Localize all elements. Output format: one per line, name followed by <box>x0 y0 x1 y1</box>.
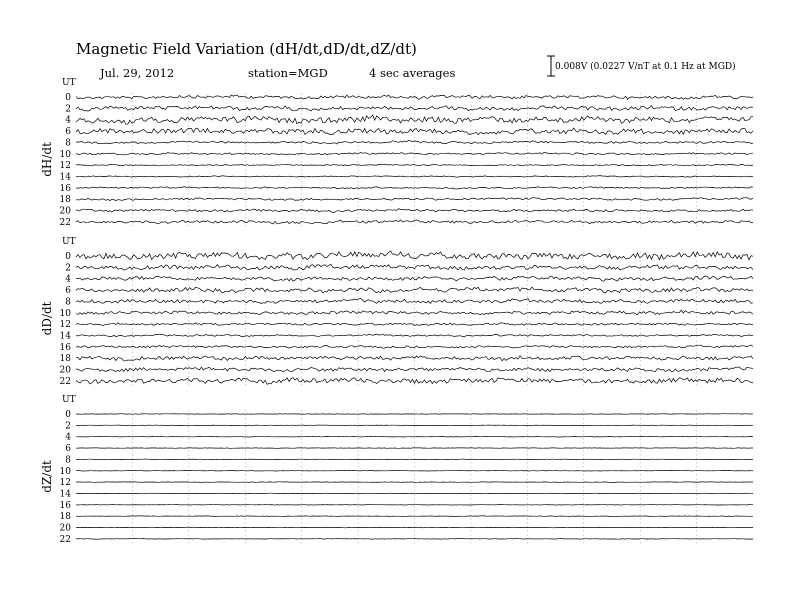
hour-label: 20 <box>59 365 71 376</box>
trace-line <box>76 436 753 437</box>
trace-line <box>76 516 753 517</box>
trace-line <box>76 152 753 155</box>
hour-label: 8 <box>65 455 71 466</box>
trace-line <box>76 448 753 449</box>
hour-label: 6 <box>65 444 71 455</box>
hour-label: 16 <box>59 342 71 353</box>
trace-line <box>76 176 753 178</box>
trace-line <box>76 425 753 426</box>
scale-bar-label: 0.008V (0.0227 V/nT at 0.1 Hz at MGD) <box>555 62 736 72</box>
panel-ylabel: dD/dt <box>40 301 54 336</box>
hour-label: 0 <box>65 93 71 103</box>
hour-label: 2 <box>65 263 71 274</box>
hour-label: 2 <box>65 104 71 115</box>
hour-label: 22 <box>59 534 71 545</box>
hour-label: 22 <box>59 217 71 228</box>
panel-dz-dt <box>40 395 753 545</box>
trace-line <box>76 187 753 189</box>
chart-title: Magnetic Field Variation (dH/dt,dD/dt,dZ/dt) <box>76 40 417 58</box>
hour-label: 12 <box>59 161 71 172</box>
ut-label: UT <box>62 395 76 405</box>
panel-ylabel: dH/dt <box>40 142 54 177</box>
hour-label: 6 <box>65 286 71 297</box>
hour-label: 0 <box>65 410 71 420</box>
hour-label: 4 <box>65 115 71 126</box>
trace-line <box>76 459 753 460</box>
panel-dh-dt <box>40 78 753 228</box>
hour-label: 18 <box>59 354 71 365</box>
hour-label: 16 <box>59 500 71 511</box>
date-label: Jul. 29, 2012 <box>100 66 175 80</box>
hour-label: 16 <box>59 183 71 194</box>
hour-label: 14 <box>59 331 71 342</box>
trace-line <box>76 310 753 315</box>
hour-label: 2 <box>65 421 71 432</box>
ut-label: UT <box>62 237 76 247</box>
hour-label: 20 <box>59 523 71 534</box>
hour-label: 22 <box>59 376 71 387</box>
ut-label: UT <box>62 78 76 88</box>
hour-label: 18 <box>59 512 71 523</box>
hour-label: 10 <box>59 466 71 477</box>
hour-label: 10 <box>59 149 71 160</box>
panel-dd-dt <box>40 237 753 387</box>
hour-label: 8 <box>65 138 71 149</box>
hour-label: 12 <box>59 478 71 489</box>
hour-label: 8 <box>65 297 71 308</box>
hour-label: 14 <box>59 489 71 500</box>
hour-label: 12 <box>59 320 71 331</box>
scale-bar <box>547 56 736 76</box>
trace-line <box>76 527 753 528</box>
panels-group <box>40 78 753 545</box>
trace-line <box>76 414 753 415</box>
hour-label: 0 <box>65 252 71 262</box>
trace-line <box>76 493 753 494</box>
hour-label: 18 <box>59 195 71 206</box>
hour-label: 20 <box>59 206 71 217</box>
hour-label: 4 <box>65 274 71 285</box>
averaging-label: 4 sec averages <box>369 66 456 80</box>
trace-line <box>76 470 753 471</box>
trace-line <box>76 482 753 483</box>
hour-label: 6 <box>65 127 71 138</box>
hour-label: 14 <box>59 172 71 183</box>
panel-ylabel: dZ/dt <box>40 460 54 493</box>
hour-label: 4 <box>65 432 71 443</box>
hour-label: 10 <box>59 308 71 319</box>
trace-line <box>76 115 753 124</box>
station-label: station=MGD <box>248 66 328 80</box>
